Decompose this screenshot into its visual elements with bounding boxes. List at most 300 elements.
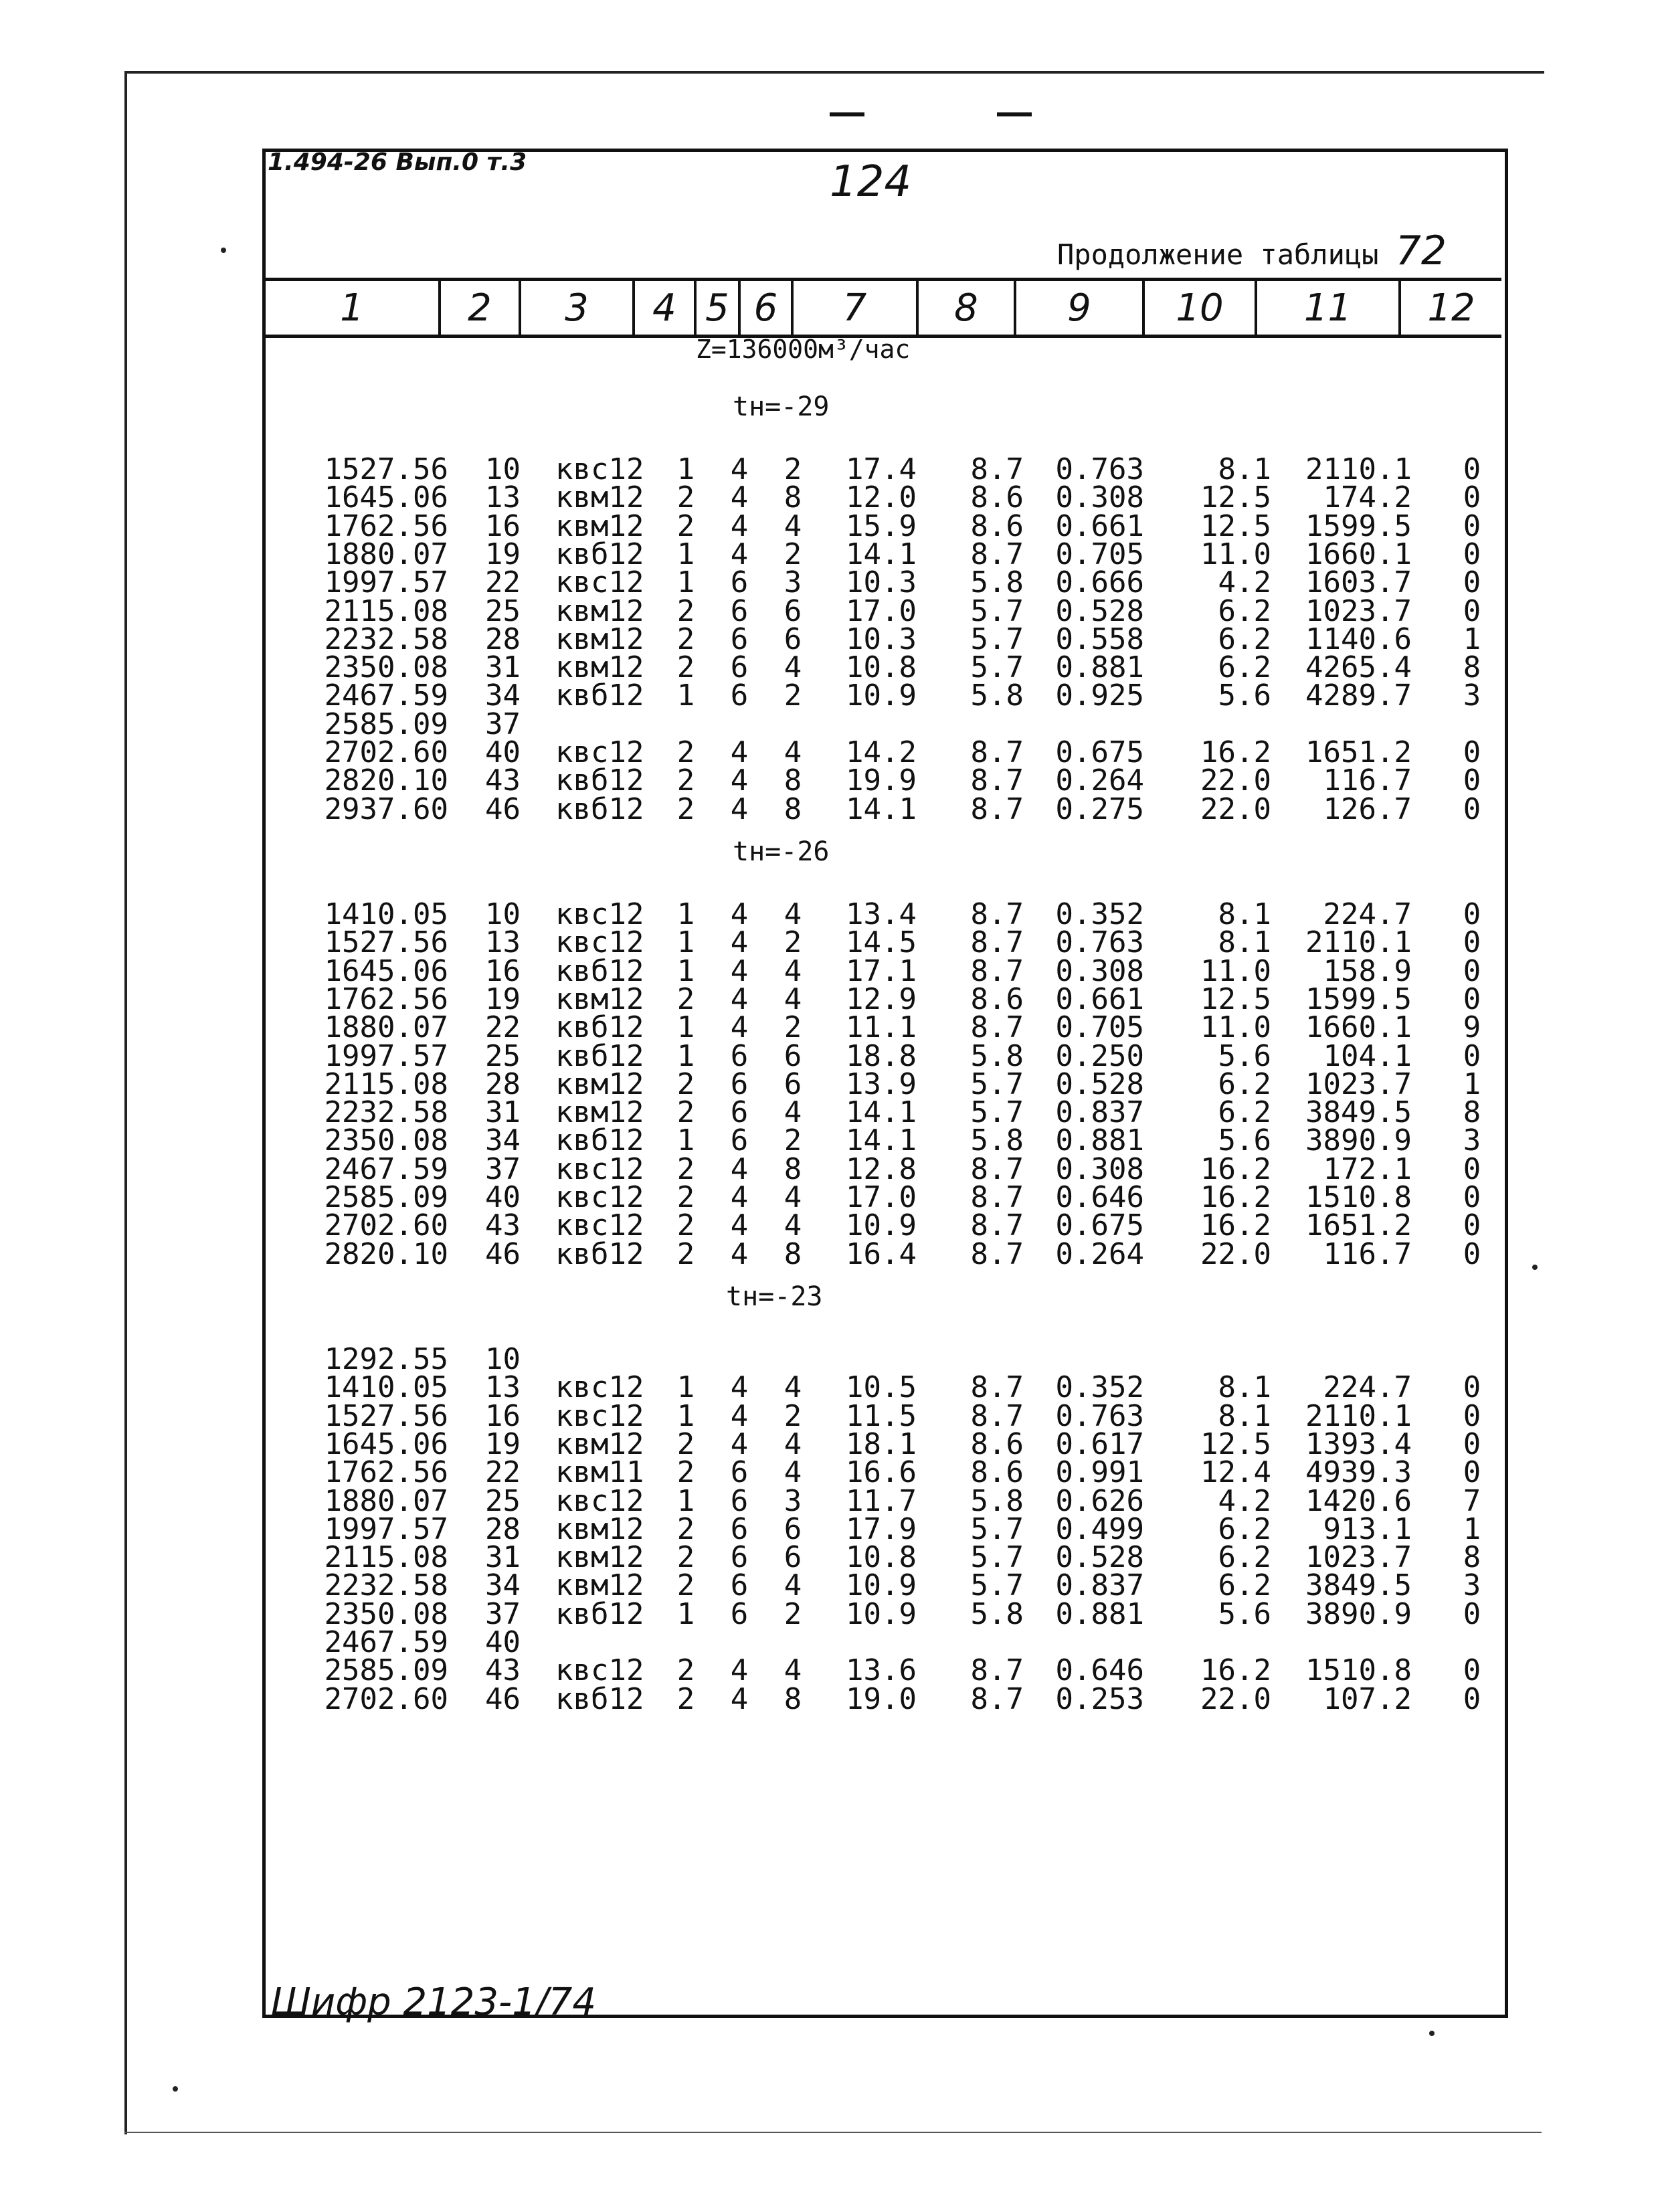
table-cell-col10: 16.2 [1200, 1151, 1271, 1186]
table-cell-col7: 17.4 [846, 452, 917, 486]
table-cell-col7: 14.1 [846, 1123, 917, 1158]
table-cell-col11: 116.7 [1323, 1236, 1412, 1271]
table-cell-col2: 37 [485, 1596, 521, 1631]
table-cell-col7: 11.1 [846, 1010, 917, 1045]
column-header-6: 6 [738, 281, 791, 335]
table-cell-col12: 0 [1463, 480, 1481, 515]
table-cell-col10: 6.2 [1218, 622, 1271, 656]
table-cell-col10: 12.5 [1200, 480, 1271, 515]
table-cell-col7: 12.8 [846, 1151, 917, 1186]
table-cell-col1: 1645.06 [324, 953, 448, 988]
table-cell-col3: квм12 [555, 622, 644, 656]
table-cell-col3: квм12 [555, 1540, 644, 1575]
table-cell-col11: 913.1 [1323, 1511, 1412, 1546]
section-title: tн=-29 [733, 391, 830, 422]
table-cell-col4: 2 [676, 1426, 695, 1461]
table-cell-col12: 0 [1463, 1236, 1481, 1271]
table-cell-col6: 2 [783, 678, 802, 713]
table-cell-col8: 5.7 [970, 1568, 1024, 1603]
table-cell-col4: 2 [676, 593, 695, 628]
table-cell-col9: 0.881 [1055, 1596, 1144, 1631]
table-cell-col7: 12.9 [846, 982, 917, 1016]
table-cell-col3: квс12 [555, 1370, 644, 1405]
table-cell-col9: 0.925 [1055, 678, 1144, 713]
table-cell-col9: 0.881 [1055, 650, 1144, 685]
table-cell-col2: 10 [485, 1342, 521, 1376]
table-cell-col8: 8.7 [970, 1208, 1024, 1243]
table-cell-col8: 8.7 [970, 537, 1024, 571]
table-cell-col12: 1 [1463, 1511, 1481, 1546]
table-cell-col2: 28 [485, 1067, 521, 1101]
table-cell-col5: 4 [730, 1681, 749, 1716]
speck [1532, 1265, 1538, 1270]
table-cell-col9: 0.705 [1055, 537, 1144, 571]
table-cell-col10: 6.2 [1218, 1540, 1271, 1575]
table-cell-col6: 4 [783, 509, 802, 543]
table-cell-col3: квб12 [555, 1681, 644, 1716]
table-cell-col6: 4 [783, 1653, 802, 1688]
table-cell-col6: 4 [783, 1568, 802, 1603]
table-cell-col1: 2350.08 [324, 650, 448, 685]
table-cell-col10: 8.1 [1218, 1398, 1271, 1433]
table-cell-col4: 1 [676, 1398, 695, 1433]
table-cell-col8: 8.6 [970, 1426, 1024, 1461]
table-cell-col8: 5.7 [970, 1067, 1024, 1101]
table-cell-col12: 0 [1463, 537, 1481, 571]
table-cell-col9: 0.666 [1055, 565, 1144, 600]
flow-label: Z=136000м³/час [696, 335, 911, 364]
table-cell-col8: 8.6 [970, 1455, 1024, 1490]
table-cell-col7: 14.5 [846, 925, 917, 960]
table-cell-col3: квм12 [555, 1568, 644, 1603]
table-cell-col10: 12.5 [1200, 982, 1271, 1016]
table-cell-col8: 8.6 [970, 982, 1024, 1016]
table-cell-col5: 6 [730, 1095, 749, 1130]
section-title: tн=-26 [733, 836, 830, 867]
table-cell-col11: 224.7 [1323, 897, 1412, 931]
table-cell-col8: 8.6 [970, 509, 1024, 543]
table-cell-col1: 1997.57 [324, 1511, 448, 1546]
table-cell-col2: 34 [485, 1123, 521, 1158]
table-cell-col8: 5.7 [970, 1095, 1024, 1130]
table-cell-col10: 8.1 [1218, 925, 1271, 960]
table-cell-col4: 2 [676, 1681, 695, 1716]
table-cell-col5: 4 [730, 763, 749, 798]
table-cell-col2: 10 [485, 897, 521, 931]
table-cell-col1: 2115.08 [324, 1540, 448, 1575]
table-cell-col12: 9 [1463, 1010, 1481, 1045]
table-cell-col3: квс12 [555, 1398, 644, 1433]
table-cell-col3: квм12 [555, 650, 644, 685]
table-cell-col9: 0.991 [1055, 1455, 1144, 1490]
table-cell-col9: 0.253 [1055, 1681, 1144, 1716]
table-cell-col7: 17.9 [846, 1511, 917, 1546]
table-cell-col1: 1880.07 [324, 537, 448, 571]
column-header-1: 1 [340, 286, 364, 330]
table-cell-col10: 5.6 [1218, 1038, 1271, 1073]
continuation-label: Продолжение таблицы [1057, 238, 1379, 271]
table-cell-col1: 2937.60 [324, 792, 448, 826]
table-cell-col3: квм12 [555, 509, 644, 543]
table-cell-col3: квм12 [555, 1426, 644, 1461]
table-cell-col6: 8 [783, 763, 802, 798]
table-cell-col12: 0 [1463, 565, 1481, 600]
table-cell-col2: 19 [485, 982, 521, 1016]
table-cell-col6: 4 [783, 1180, 802, 1214]
table-cell-col3: квб12 [555, 763, 644, 798]
table-cell-col7: 14.1 [846, 537, 917, 571]
table-cell-col12: 0 [1463, 792, 1481, 826]
table-cell-col7: 10.9 [846, 678, 917, 713]
table-cell-col5: 4 [730, 982, 749, 1016]
table-cell-col12: 0 [1463, 1681, 1481, 1716]
table-cell-col10: 11.0 [1200, 537, 1271, 571]
table-cell-col2: 19 [485, 537, 521, 571]
table-cell-col11: 3849.5 [1305, 1095, 1412, 1130]
table-cell-col10: 6.2 [1218, 1511, 1271, 1546]
table-cell-col5: 4 [730, 480, 749, 515]
table-cell-col1: 2350.08 [324, 1596, 448, 1631]
table-cell-col2: 22 [485, 1455, 521, 1490]
table-cell-col10: 22.0 [1200, 1681, 1271, 1716]
table-cell-col11: 1603.7 [1305, 565, 1412, 600]
table-cell-col1: 2232.58 [324, 1568, 448, 1603]
table-cell-col3: квс12 [555, 897, 644, 931]
table-cell-col11: 1140.6 [1305, 622, 1412, 656]
table-cell-col1: 1762.56 [324, 982, 448, 1016]
table-cell-col11: 1420.6 [1305, 1483, 1412, 1518]
table-cell-col10: 6.2 [1218, 593, 1271, 628]
table-cell-col4: 2 [676, 982, 695, 1016]
table-cell-col1: 1292.55 [324, 1342, 448, 1376]
table-cell-col6: 4 [783, 953, 802, 988]
speck [1429, 2031, 1435, 2036]
table-cell-col11: 4939.3 [1305, 1455, 1412, 1490]
table-cell-col4: 1 [676, 537, 695, 571]
table-cell-col4: 2 [676, 1568, 695, 1603]
table-cell-col6: 6 [783, 593, 802, 628]
table-cell-col8: 5.8 [970, 565, 1024, 600]
table-cell-col11: 158.9 [1323, 953, 1412, 988]
table-cell-col2: 16 [485, 509, 521, 543]
table-cell-col9: 0.705 [1055, 1010, 1144, 1045]
table-cell-col3: квс12 [555, 1208, 644, 1243]
table-cell-col9: 0.837 [1055, 1095, 1144, 1130]
table-cell-col4: 1 [676, 925, 695, 960]
table-cell-col1: 1997.57 [324, 1038, 448, 1073]
table-cell-col1: 1527.56 [324, 925, 448, 960]
table-cell-col4: 2 [676, 650, 695, 685]
table-cell-col7: 14.1 [846, 792, 917, 826]
table-cell-col10: 6.2 [1218, 1067, 1271, 1101]
table-cell-col9: 0.528 [1055, 1540, 1144, 1575]
table-cell-col12: 0 [1463, 1208, 1481, 1243]
table-cell-col10: 8.1 [1218, 897, 1271, 931]
table-cell-col7: 10.3 [846, 565, 917, 600]
table-cell-col5: 4 [730, 1010, 749, 1045]
table-cell-col5: 6 [730, 622, 749, 656]
table-cell-col7: 17.0 [846, 1180, 917, 1214]
table-cell-col12: 0 [1463, 593, 1481, 628]
table-cell-col11: 2110.1 [1305, 1398, 1412, 1433]
table-cell-col6: 8 [783, 1236, 802, 1271]
table-cell-col8: 5.7 [970, 593, 1024, 628]
table-cell-col7: 16.4 [846, 1236, 917, 1271]
table-cell-col9: 0.881 [1055, 1123, 1144, 1158]
column-header-2: 2 [438, 281, 519, 335]
table-cell-col8: 8.7 [970, 1370, 1024, 1405]
table-cell-col9: 0.264 [1055, 1236, 1144, 1271]
table-cell-col4: 2 [676, 1095, 695, 1130]
table-cell-col7: 10.9 [846, 1596, 917, 1631]
table-cell-col1: 2115.08 [324, 1067, 448, 1101]
table-cell-col3: квс12 [555, 1653, 644, 1688]
table-cell-col4: 1 [676, 452, 695, 486]
table-cell-col6: 4 [783, 1208, 802, 1243]
table-cell-col4: 1 [676, 897, 695, 931]
table-cell-col12: 0 [1463, 1596, 1481, 1631]
table-cell-col11: 2110.1 [1305, 452, 1412, 486]
table-cell-col12: 0 [1463, 509, 1481, 543]
footer-code: Шифр 2123-1/74 [271, 1980, 596, 2024]
table-cell-col4: 2 [676, 1455, 695, 1490]
table-cell-col2: 10 [485, 452, 521, 486]
table-cell-col1: 1880.07 [324, 1483, 448, 1518]
table-cell-col2: 31 [485, 650, 521, 685]
speck [173, 2086, 178, 2092]
table-cell-col9: 0.499 [1055, 1511, 1144, 1546]
table-cell-col3: квб12 [555, 1123, 644, 1158]
table-cell-col12: 0 [1463, 1653, 1481, 1688]
table-cell-col7: 17.1 [846, 953, 917, 988]
table-cell-col5: 6 [730, 1123, 749, 1158]
table-cell-col10: 5.6 [1218, 1123, 1271, 1158]
column-header-12: 12 [1398, 281, 1501, 335]
table-cell-col12: 3 [1463, 1568, 1481, 1603]
table-cell-col1: 2467.59 [324, 678, 448, 713]
column-header-4: 4 [632, 281, 694, 335]
table-cell-col1: 2467.59 [324, 1151, 448, 1186]
table-cell-col8: 5.7 [970, 1540, 1024, 1575]
table-cell-col6: 4 [783, 897, 802, 931]
table-cell-col11: 4265.4 [1305, 650, 1412, 685]
table-cell-col1: 1527.56 [324, 452, 448, 486]
table-cell-col1: 1997.57 [324, 565, 448, 600]
table-cell-col9: 0.250 [1055, 1038, 1144, 1073]
table-cell-col4: 1 [676, 1010, 695, 1045]
table-cell-col6: 2 [783, 452, 802, 486]
table-cell-col5: 4 [730, 537, 749, 571]
table-cell-col6: 8 [783, 792, 802, 826]
table-cell-col3: квс12 [555, 452, 644, 486]
table-cell-col6: 6 [783, 1067, 802, 1101]
table-cell-col3: квм12 [555, 1511, 644, 1546]
table-cell-col7: 19.9 [846, 763, 917, 798]
table-cell-col4: 2 [676, 1236, 695, 1271]
table-cell-col11: 1023.7 [1305, 593, 1412, 628]
table-cell-col10: 12.4 [1200, 1455, 1271, 1490]
table-cell-col12: 7 [1463, 1483, 1481, 1518]
table-cell-col3: квм11 [555, 1455, 644, 1490]
table-cell-col7: 17.0 [846, 593, 917, 628]
continuation-caption [1057, 227, 1447, 274]
table-cell-col2: 13 [485, 480, 521, 515]
table-cell-col4: 1 [676, 1483, 695, 1518]
table-cell-col11: 1510.8 [1305, 1653, 1412, 1688]
table-cell-col5: 4 [730, 792, 749, 826]
table-cell-col12: 8 [1463, 650, 1481, 685]
table-cell-col12: 1 [1463, 1067, 1481, 1101]
table-cell-col6: 4 [783, 1426, 802, 1461]
table-cell-col12: 0 [1463, 925, 1481, 960]
table-cell-col3: квм12 [555, 593, 644, 628]
table-cell-col6: 4 [783, 1370, 802, 1405]
table-cell-col2: 46 [485, 1681, 521, 1716]
table-cell-col5: 4 [730, 735, 749, 769]
table-cell-col6: 4 [783, 1095, 802, 1130]
table-cell-col9: 0.352 [1055, 897, 1144, 931]
table-cell-col5: 6 [730, 593, 749, 628]
table-cell-col2: 31 [485, 1095, 521, 1130]
table-cell-col9: 0.264 [1055, 763, 1144, 798]
table-cell-col4: 1 [676, 678, 695, 713]
table-cell-col10: 6.2 [1218, 650, 1271, 685]
table-cell-col2: 40 [485, 1625, 521, 1659]
table-cell-col7: 10.5 [846, 1370, 917, 1405]
table-cell-col12: 0 [1463, 897, 1481, 931]
table-number: 72 [1395, 227, 1447, 274]
table-cell-col1: 2702.60 [324, 1681, 448, 1716]
table-cell-col9: 0.528 [1055, 593, 1144, 628]
table-cell-col10: 5.6 [1218, 1596, 1271, 1631]
table-cell-col6: 3 [783, 565, 802, 600]
table-cell-col3: квб12 [555, 953, 644, 988]
table-cell-col9: 0.661 [1055, 982, 1144, 1016]
table-cell-col8: 5.7 [970, 622, 1024, 656]
table-cell-col3: квм12 [555, 982, 644, 1016]
table-cell-col12: 0 [1463, 1455, 1481, 1490]
table-cell-col5: 6 [730, 1568, 749, 1603]
table-cell-col11: 2110.1 [1305, 925, 1412, 960]
table-cell-col9: 0.763 [1055, 452, 1144, 486]
table-cell-col2: 25 [485, 593, 521, 628]
table-cell-col4: 2 [676, 1180, 695, 1214]
table-cell-col3: квб12 [555, 678, 644, 713]
table-cell-col1: 1645.06 [324, 1426, 448, 1461]
table-cell-col1: 2702.60 [324, 1208, 448, 1243]
table-cell-col9: 0.308 [1055, 953, 1144, 988]
table-cell-col11: 116.7 [1323, 763, 1412, 798]
table-cell-col12: 0 [1463, 982, 1481, 1016]
table-cell-col8: 8.7 [970, 1681, 1024, 1716]
table-cell-col6: 6 [783, 622, 802, 656]
table-cell-col8: 8.7 [970, 452, 1024, 486]
table-cell-col6: 2 [783, 1596, 802, 1631]
table-cell-col6: 2 [783, 1010, 802, 1045]
table-cell-col1: 1645.06 [324, 480, 448, 515]
table-cell-col4: 2 [676, 735, 695, 769]
table-cell-col11: 107.2 [1323, 1681, 1412, 1716]
table-cell-col6: 4 [783, 982, 802, 1016]
table-cell-col6: 4 [783, 735, 802, 769]
table-cell-col10: 22.0 [1200, 763, 1271, 798]
table-cell-col8: 5.8 [970, 1483, 1024, 1518]
table-cell-col8: 5.7 [970, 1511, 1024, 1546]
table-cell-col8: 8.7 [970, 792, 1024, 826]
dash-mark [997, 112, 1032, 116]
table-cell-col7: 15.9 [846, 509, 917, 543]
table-cell-col1: 2115.08 [324, 593, 448, 628]
table-cell-col8: 5.8 [970, 1596, 1024, 1631]
table-cell-col3: квб12 [555, 1596, 644, 1631]
table-cell-col1: 1880.07 [324, 1010, 448, 1045]
table-cell-col12: 0 [1463, 1180, 1481, 1214]
table-cell-col3: квм12 [555, 1095, 644, 1130]
table-cell-col1: 2820.10 [324, 1236, 448, 1271]
table-cell-col1: 2232.58 [324, 622, 448, 656]
column-header-3: 3 [519, 281, 632, 335]
column-header-7: 7 [791, 281, 916, 335]
table-cell-col4: 2 [676, 1151, 695, 1186]
table-cell-col5: 4 [730, 509, 749, 543]
table-cell-col11: 172.1 [1323, 1151, 1412, 1186]
table-cell-col9: 0.763 [1055, 1398, 1144, 1433]
table-cell-col7: 13.4 [846, 897, 917, 931]
table-cell-col11: 1393.4 [1305, 1426, 1412, 1461]
table-cell-col3: квм12 [555, 480, 644, 515]
table-cell-col2: 13 [485, 1370, 521, 1405]
table-cell-col2: 31 [485, 1540, 521, 1575]
table-cell-col5: 4 [730, 1151, 749, 1186]
table-cell-col5: 6 [730, 650, 749, 685]
table-cell-col10: 4.2 [1218, 565, 1271, 600]
table-cell-col11: 1599.5 [1305, 982, 1412, 1016]
table-cell-col12: 8 [1463, 1095, 1481, 1130]
table-cell-col5: 4 [730, 1208, 749, 1243]
table-cell-col1: 1410.05 [324, 897, 448, 931]
table-cell-col10: 6.2 [1218, 1095, 1271, 1130]
table-cell-col6: 6 [783, 1540, 802, 1575]
table-cell-col6: 6 [783, 1038, 802, 1073]
table-cell-col9: 0.626 [1055, 1483, 1144, 1518]
table-cell-col8: 5.7 [970, 650, 1024, 685]
table-cell-col11: 1651.2 [1305, 735, 1412, 769]
table-cell-col8: 8.7 [970, 953, 1024, 988]
table-cell-col10: 5.6 [1218, 678, 1271, 713]
table-cell-col1: 2232.58 [324, 1095, 448, 1130]
table-cell-col10: 6.2 [1218, 1568, 1271, 1603]
table-cell-col7: 11.7 [846, 1483, 917, 1518]
table-cell-col7: 10.9 [846, 1208, 917, 1243]
table-cell-col2: 16 [485, 1398, 521, 1433]
table-cell-col4: 2 [676, 1540, 695, 1575]
table-cell-col4: 1 [676, 1370, 695, 1405]
table-cell-col4: 1 [676, 1596, 695, 1631]
table-cell-col3: квб12 [555, 1010, 644, 1045]
table-cell-col8: 5.8 [970, 1038, 1024, 1073]
table-cell-col12: 8 [1463, 1540, 1481, 1575]
table-cell-col2: 22 [485, 565, 521, 600]
table-cell-col11: 126.7 [1323, 792, 1412, 826]
table-cell-col7: 14.2 [846, 735, 917, 769]
table-cell-col8: 8.7 [970, 1653, 1024, 1688]
table-cell-col4: 2 [676, 509, 695, 543]
table-cell-col3: квс12 [555, 1151, 644, 1186]
table-cell-col2: 40 [485, 735, 521, 769]
table-cell-col5: 6 [730, 678, 749, 713]
table-cell-col10: 8.1 [1218, 452, 1271, 486]
table-cell-col5: 6 [730, 1038, 749, 1073]
